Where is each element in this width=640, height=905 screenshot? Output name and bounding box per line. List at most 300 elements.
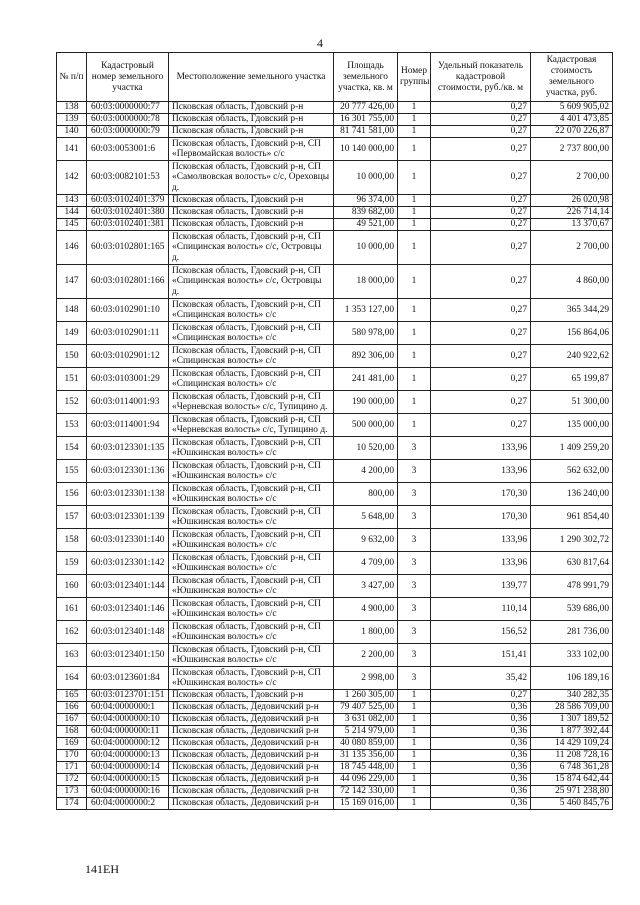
table-row [57, 598, 613, 621]
table-row [57, 702, 613, 714]
cadastral-cost-cell: 2 700,00 [531, 161, 613, 195]
row-number-cell: 140 [57, 126, 87, 138]
header-num: № п/п [57, 53, 87, 102]
group-number-cell: 1 [398, 345, 431, 368]
cadastral-cost-cell: 13 370,67 [531, 219, 613, 231]
location-cell: Псковская область, Гдовский р-н, СП «Спицинская волость» с/с [169, 368, 334, 391]
cadastral-number-cell: 60:03:0114001:93 [87, 391, 169, 414]
location-cell: Псковская область, Дедовичский р-н [169, 786, 334, 798]
location-cell: Псковская область, Дедовичский р-н [169, 750, 334, 762]
table-row [57, 667, 613, 690]
cadastral-number-cell: 60:04:0000000:12 [87, 738, 169, 750]
unit-rate-cell: 0,27 [431, 102, 531, 114]
unit-rate-cell: 110,14 [431, 598, 531, 621]
cadastral-number-cell: 60:03:0053001:6 [87, 138, 169, 161]
unit-rate-cell: 0,27 [431, 207, 531, 219]
cadastral-cost-cell: 340 282,35 [531, 690, 613, 702]
cadastral-cost-cell: 226 714,14 [531, 207, 613, 219]
group-number-cell: 1 [398, 161, 431, 195]
cadastral-table-container [56, 52, 612, 810]
row-number-cell: 174 [57, 798, 87, 810]
cadastral-cost-cell: 4 860,00 [531, 265, 613, 299]
location-cell: Псковская область, Гдовский р-н, СП «Спицинская волость» с/с [169, 322, 334, 345]
table-row [57, 774, 613, 786]
row-number-cell: 141 [57, 138, 87, 161]
area-cell: 1 800,00 [334, 621, 398, 644]
location-cell: Псковская область, Дедовичский р-н [169, 738, 334, 750]
table-row [57, 552, 613, 575]
cadastral-cost-cell: 25 971 238,80 [531, 786, 613, 798]
location-cell: Псковская область, Гдовский р-н [169, 114, 334, 126]
cadastral-cost-cell: 2 737 800,00 [531, 138, 613, 161]
table-row [57, 798, 613, 810]
cadastral-number-cell: 60:04:0000000:2 [87, 798, 169, 810]
location-cell: Псковская область, Гдовский р-н [169, 207, 334, 219]
group-number-cell: 3 [398, 460, 431, 483]
table-row [57, 102, 613, 114]
unit-rate-cell: 0,27 [431, 126, 531, 138]
area-cell: 9 632,00 [334, 529, 398, 552]
location-cell: Псковская область, Гдовский р-н [169, 219, 334, 231]
location-cell: Псковская область, Гдовский р-н, СП «Юшкинская волость» с/с [169, 644, 334, 667]
area-cell: 4 900,00 [334, 598, 398, 621]
cadastral-cost-cell: 562 632,00 [531, 460, 613, 483]
area-cell: 44 096 229,00 [334, 774, 398, 786]
area-cell: 1 260 305,00 [334, 690, 398, 702]
unit-rate-cell: 0,27 [431, 368, 531, 391]
unit-rate-cell: 0,27 [431, 219, 531, 231]
table-row [57, 391, 613, 414]
location-cell: Псковская область, Гдовский р-н, СП «Юшкинская волость» с/с [169, 621, 334, 644]
cadastral-number-cell: 60:04:0000000:1 [87, 702, 169, 714]
table-row [57, 322, 613, 345]
location-cell: Псковская область, Гдовский р-н, СП «Юшкинская волость» с/с [169, 575, 334, 598]
unit-rate-cell: 133,96 [431, 437, 531, 460]
group-number-cell: 1 [398, 774, 431, 786]
area-cell: 10 520,00 [334, 437, 398, 460]
cadastral-cost-cell: 28 586 709,00 [531, 702, 613, 714]
unit-rate-cell: 0,27 [431, 265, 531, 299]
row-number-cell: 147 [57, 265, 87, 299]
cadastral-number-cell: 60:04:0000000:14 [87, 762, 169, 774]
cadastral-cost-cell: 1 290 302,72 [531, 529, 613, 552]
unit-rate-cell: 0,36 [431, 774, 531, 786]
area-cell: 580 978,00 [334, 322, 398, 345]
area-cell: 72 142 330,00 [334, 786, 398, 798]
cadastral-cost-cell: 11 208 728,16 [531, 750, 613, 762]
row-number-cell: 148 [57, 299, 87, 322]
area-cell: 5 648,00 [334, 506, 398, 529]
table-row [57, 738, 613, 750]
area-cell: 839 682,00 [334, 207, 398, 219]
cadastral-cost-cell: 1 409 259,20 [531, 437, 613, 460]
area-cell: 20 777 426,00 [334, 102, 398, 114]
table-row [57, 762, 613, 774]
location-cell: Псковская область, Дедовичский р-н [169, 702, 334, 714]
area-cell: 800,00 [334, 483, 398, 506]
group-number-cell: 3 [398, 644, 431, 667]
row-number-cell: 157 [57, 506, 87, 529]
location-cell: Псковская область, Дедовичский р-н [169, 798, 334, 810]
location-cell: Псковская область, Дедовичский р-н [169, 726, 334, 738]
table-row [57, 114, 613, 126]
area-cell: 892 306,00 [334, 345, 398, 368]
group-number-cell: 1 [398, 114, 431, 126]
page-number: 4 [317, 36, 323, 50]
cadastral-cost-cell: 4 401 473,85 [531, 114, 613, 126]
table-row [57, 161, 613, 195]
row-number-cell: 150 [57, 345, 87, 368]
cadastral-number-cell: 60:03:0102901:12 [87, 345, 169, 368]
location-cell: Псковская область, Гдовский р-н, СП «Спицинская волость» с/с [169, 345, 334, 368]
area-cell: 31 135 356,00 [334, 750, 398, 762]
row-number-cell: 144 [57, 207, 87, 219]
location-cell: Псковская область, Гдовский р-н, СП «Юшкинская волость» с/с [169, 483, 334, 506]
header-location: Местоположение земельного участка [169, 53, 334, 102]
row-number-cell: 166 [57, 702, 87, 714]
row-number-cell: 160 [57, 575, 87, 598]
table-row [57, 299, 613, 322]
cadastral-number-cell: 60:03:0123301:140 [87, 529, 169, 552]
table-row [57, 265, 613, 299]
cadastral-number-cell: 60:03:0103001:29 [87, 368, 169, 391]
unit-rate-cell: 35,42 [431, 667, 531, 690]
cadastral-number-cell: 60:03:0000000:78 [87, 114, 169, 126]
cadastral-cost-cell: 14 429 109,24 [531, 738, 613, 750]
area-cell: 190 000,00 [334, 391, 398, 414]
table-row [57, 126, 613, 138]
table-row [57, 529, 613, 552]
table-row [57, 575, 613, 598]
location-cell: Псковская область, Гдовский р-н, СП «Юшкинская волость» с/с [169, 598, 334, 621]
area-cell: 15 169 016,00 [334, 798, 398, 810]
group-number-cell: 1 [398, 726, 431, 738]
cadastral-number-cell: 60:04:0000000:16 [87, 786, 169, 798]
row-number-cell: 149 [57, 322, 87, 345]
location-cell: Псковская область, Гдовский р-н, СП «Спицинская волость» с/с, Островцы д. [169, 231, 334, 265]
cadastral-cost-cell: 1 307 189,52 [531, 714, 613, 726]
group-number-cell: 1 [398, 762, 431, 774]
cadastral-number-cell: 60:03:0123301:135 [87, 437, 169, 460]
row-number-cell: 159 [57, 552, 87, 575]
group-number-cell: 3 [398, 552, 431, 575]
table-row [57, 231, 613, 265]
table-row [57, 750, 613, 762]
location-cell: Псковская область, Дедовичский р-н [169, 774, 334, 786]
cadastral-number-cell: 60:03:0102901:11 [87, 322, 169, 345]
table-row [57, 138, 613, 161]
area-cell: 241 481,00 [334, 368, 398, 391]
cadastral-table [56, 52, 613, 810]
group-number-cell: 1 [398, 391, 431, 414]
row-number-cell: 155 [57, 460, 87, 483]
cadastral-cost-cell: 22 070 226,87 [531, 126, 613, 138]
row-number-cell: 161 [57, 598, 87, 621]
table-row [57, 621, 613, 644]
group-number-cell: 1 [398, 786, 431, 798]
row-number-cell: 167 [57, 714, 87, 726]
cadastral-number-cell: 60:04:0000000:11 [87, 726, 169, 738]
table-row [57, 726, 613, 738]
group-number-cell: 1 [398, 714, 431, 726]
group-number-cell: 1 [398, 207, 431, 219]
table-row [57, 714, 613, 726]
cadastral-number-cell: 60:03:0000000:77 [87, 102, 169, 114]
group-number-cell: 1 [398, 702, 431, 714]
header-area: Площадь земельного участка, кв. м [334, 53, 398, 102]
cadastral-number-cell: 60:03:0123601:84 [87, 667, 169, 690]
cadastral-cost-cell: 630 817,64 [531, 552, 613, 575]
group-number-cell: 3 [398, 483, 431, 506]
row-number-cell: 162 [57, 621, 87, 644]
row-number-cell: 138 [57, 102, 87, 114]
cadastral-number-cell: 60:03:0123401:144 [87, 575, 169, 598]
unit-rate-cell: 0,36 [431, 714, 531, 726]
location-cell: Псковская область, Гдовский р-н, СП «Юшкинская волость» с/с [169, 529, 334, 552]
cadastral-cost-cell: 65 199,87 [531, 368, 613, 391]
cadastral-cost-cell: 1 877 392,44 [531, 726, 613, 738]
group-number-cell: 1 [398, 265, 431, 299]
group-number-cell: 1 [398, 102, 431, 114]
area-cell: 4 200,00 [334, 460, 398, 483]
area-cell: 5 214 979,00 [334, 726, 398, 738]
row-number-cell: 142 [57, 161, 87, 195]
cadastral-number-cell: 60:04:0000000:10 [87, 714, 169, 726]
location-cell: Псковская область, Гдовский р-н, СП «Черневская волость» с/с, Тупицино д. [169, 414, 334, 437]
unit-rate-cell: 0,27 [431, 690, 531, 702]
location-cell: Псковская область, Гдовский р-н, СП «Юшкинская волость» с/с [169, 460, 334, 483]
cadastral-number-cell: 60:03:0102401:380 [87, 207, 169, 219]
location-cell: Псковская область, Гдовский р-н [169, 690, 334, 702]
table-row [57, 690, 613, 702]
unit-rate-cell: 139,77 [431, 575, 531, 598]
cadastral-number-cell: 60:03:0123301:136 [87, 460, 169, 483]
row-number-cell: 165 [57, 690, 87, 702]
table-row [57, 460, 613, 483]
cadastral-cost-cell: 51 300,00 [531, 391, 613, 414]
unit-rate-cell: 0,27 [431, 195, 531, 207]
location-cell: Псковская область, Гдовский р-н, СП «Юшкинская волость» с/с [169, 437, 334, 460]
cadastral-cost-cell: 365 344,29 [531, 299, 613, 322]
cadastral-number-cell: 60:03:0123301:139 [87, 506, 169, 529]
group-number-cell: 1 [398, 738, 431, 750]
group-number-cell: 1 [398, 322, 431, 345]
row-number-cell: 168 [57, 726, 87, 738]
row-number-cell: 139 [57, 114, 87, 126]
table-row [57, 195, 613, 207]
row-number-cell: 164 [57, 667, 87, 690]
cadastral-cost-cell: 240 922,62 [531, 345, 613, 368]
area-cell: 1 353 127,00 [334, 299, 398, 322]
table-row [57, 644, 613, 667]
cadastral-cost-cell: 106 189,16 [531, 667, 613, 690]
header-rate: Удельный показатель кадастровой стоимости, руб./кв. м [431, 53, 531, 102]
unit-rate-cell: 0,27 [431, 299, 531, 322]
unit-rate-cell: 0,36 [431, 702, 531, 714]
table-row [57, 345, 613, 368]
cadastral-number-cell: 60:03:0102801:165 [87, 231, 169, 265]
table-row [57, 368, 613, 391]
cadastral-cost-cell: 5 609 905,02 [531, 102, 613, 114]
unit-rate-cell: 133,96 [431, 529, 531, 552]
location-cell: Псковская область, Гдовский р-н, СП «Самолвовская волость» с/с, Ореховцы д. [169, 161, 334, 195]
group-number-cell: 1 [398, 798, 431, 810]
area-cell: 10 000,00 [334, 161, 398, 195]
group-number-cell: 1 [398, 195, 431, 207]
location-cell: Псковская область, Гдовский р-н [169, 102, 334, 114]
unit-rate-cell: 0,27 [431, 161, 531, 195]
cadastral-cost-cell: 478 991,79 [531, 575, 613, 598]
cadastral-cost-cell: 5 460 845,76 [531, 798, 613, 810]
table-body [57, 102, 613, 810]
cadastral-number-cell: 60:03:0123301:142 [87, 552, 169, 575]
unit-rate-cell: 0,36 [431, 750, 531, 762]
unit-rate-cell: 0,27 [431, 414, 531, 437]
row-number-cell: 154 [57, 437, 87, 460]
location-cell: Псковская область, Гдовский р-н, СП «Спицинская волость» с/с, Островцы д. [169, 265, 334, 299]
unit-rate-cell: 0,36 [431, 798, 531, 810]
row-number-cell: 163 [57, 644, 87, 667]
cadastral-cost-cell: 136 240,00 [531, 483, 613, 506]
group-number-cell: 3 [398, 598, 431, 621]
row-number-cell: 145 [57, 219, 87, 231]
group-number-cell: 1 [398, 750, 431, 762]
row-number-cell: 172 [57, 774, 87, 786]
cadastral-number-cell: 60:03:0102901:10 [87, 299, 169, 322]
table-row [57, 437, 613, 460]
area-cell: 79 407 525,00 [334, 702, 398, 714]
area-cell: 16 301 755,00 [334, 114, 398, 126]
unit-rate-cell: 0,36 [431, 738, 531, 750]
group-number-cell: 1 [398, 219, 431, 231]
table-row [57, 414, 613, 437]
cadastral-cost-cell: 281 736,00 [531, 621, 613, 644]
cadastral-cost-cell: 156 864,06 [531, 322, 613, 345]
unit-rate-cell: 0,36 [431, 786, 531, 798]
table-row [57, 506, 613, 529]
unit-rate-cell: 0,27 [431, 322, 531, 345]
cadastral-number-cell: 60:03:0123401:148 [87, 621, 169, 644]
group-number-cell: 1 [398, 690, 431, 702]
cadastral-number-cell: 60:03:0102401:379 [87, 195, 169, 207]
location-cell: Псковская область, Гдовский р-н, СП «Юшкинская волость» с/с [169, 506, 334, 529]
area-cell: 40 080 859,00 [334, 738, 398, 750]
unit-rate-cell: 133,96 [431, 552, 531, 575]
group-number-cell: 1 [398, 231, 431, 265]
cadastral-number-cell: 60:04:0000000:13 [87, 750, 169, 762]
row-number-cell: 152 [57, 391, 87, 414]
area-cell: 4 709,00 [334, 552, 398, 575]
unit-rate-cell: 151,41 [431, 644, 531, 667]
area-cell: 500 000,00 [334, 414, 398, 437]
table-row [57, 483, 613, 506]
cadastral-number-cell: 60:03:0114001:94 [87, 414, 169, 437]
table-header [57, 53, 613, 102]
group-number-cell: 3 [398, 529, 431, 552]
area-cell: 49 521,00 [334, 219, 398, 231]
group-number-cell: 1 [398, 299, 431, 322]
row-number-cell: 158 [57, 529, 87, 552]
cadastral-cost-cell: 2 700,00 [531, 231, 613, 265]
row-number-cell: 143 [57, 195, 87, 207]
location-cell: Псковская область, Дедовичский р-н [169, 714, 334, 726]
location-cell: Псковская область, Гдовский р-н [169, 195, 334, 207]
location-cell: Псковская область, Гдовский р-н, СП «Юшкинская волость» с/с [169, 667, 334, 690]
group-number-cell: 3 [398, 575, 431, 598]
location-cell: Псковская область, Гдовский р-н, СП «Черневская волость» с/с, Тупицино д. [169, 391, 334, 414]
unit-rate-cell: 133,96 [431, 460, 531, 483]
cadastral-cost-cell: 333 102,00 [531, 644, 613, 667]
cadastral-number-cell: 60:03:0000000:79 [87, 126, 169, 138]
cadastral-cost-cell: 15 874 642,44 [531, 774, 613, 786]
group-number-cell: 1 [398, 368, 431, 391]
unit-rate-cell: 170,30 [431, 506, 531, 529]
area-cell: 96 374,00 [334, 195, 398, 207]
unit-rate-cell: 0,27 [431, 345, 531, 368]
unit-rate-cell: 0,27 [431, 231, 531, 265]
group-number-cell: 1 [398, 138, 431, 161]
row-number-cell: 173 [57, 786, 87, 798]
cadastral-number-cell: 60:03:0102801:166 [87, 265, 169, 299]
row-number-cell: 146 [57, 231, 87, 265]
header-cost: Кадастровая стоимость земельного участка, руб. [531, 53, 613, 102]
area-cell: 2 998,00 [334, 667, 398, 690]
row-number-cell: 153 [57, 414, 87, 437]
group-number-cell: 3 [398, 667, 431, 690]
header-group: Номер группы [398, 53, 431, 102]
location-cell: Псковская область, Дедовичский р-н [169, 762, 334, 774]
cadastral-number-cell: 60:03:0102401:381 [87, 219, 169, 231]
area-cell: 2 200,00 [334, 644, 398, 667]
row-number-cell: 151 [57, 368, 87, 391]
table-row [57, 786, 613, 798]
location-cell: Псковская область, Гдовский р-н, СП «Спицинская волость» с/с [169, 299, 334, 322]
unit-rate-cell: 0,36 [431, 762, 531, 774]
header-cadastral: Кадастровый номер земельного участка [87, 53, 169, 102]
cadastral-number-cell: 60:03:0123701:151 [87, 690, 169, 702]
cadastral-number-cell: 60:04:0000000:15 [87, 774, 169, 786]
location-cell: Псковская область, Гдовский р-н, СП «Первомайская волость» с/с [169, 138, 334, 161]
row-number-cell: 169 [57, 738, 87, 750]
area-cell: 3 427,00 [334, 575, 398, 598]
group-number-cell: 1 [398, 414, 431, 437]
area-cell: 3 631 082,00 [334, 714, 398, 726]
footer-code: 141ЕН [85, 862, 119, 876]
area-cell: 18 000,00 [334, 265, 398, 299]
group-number-cell: 3 [398, 437, 431, 460]
group-number-cell: 3 [398, 506, 431, 529]
cadastral-cost-cell: 961 854,40 [531, 506, 613, 529]
group-number-cell: 3 [398, 621, 431, 644]
cadastral-number-cell: 60:03:0123401:146 [87, 598, 169, 621]
table-row [57, 219, 613, 231]
cadastral-number-cell: 60:03:0123401:150 [87, 644, 169, 667]
area-cell: 10 140 000,00 [334, 138, 398, 161]
area-cell: 18 745 448,00 [334, 762, 398, 774]
row-number-cell: 171 [57, 762, 87, 774]
cadastral-cost-cell: 539 686,00 [531, 598, 613, 621]
table-row [57, 207, 613, 219]
row-number-cell: 170 [57, 750, 87, 762]
cadastral-cost-cell: 6 748 361,28 [531, 762, 613, 774]
unit-rate-cell: 0,27 [431, 138, 531, 161]
location-cell: Псковская область, Гдовский р-н [169, 126, 334, 138]
area-cell: 81 741 581,00 [334, 126, 398, 138]
area-cell: 10 000,00 [334, 231, 398, 265]
cadastral-number-cell: 60:03:0123301:138 [87, 483, 169, 506]
group-number-cell: 1 [398, 126, 431, 138]
cadastral-cost-cell: 135 000,00 [531, 414, 613, 437]
